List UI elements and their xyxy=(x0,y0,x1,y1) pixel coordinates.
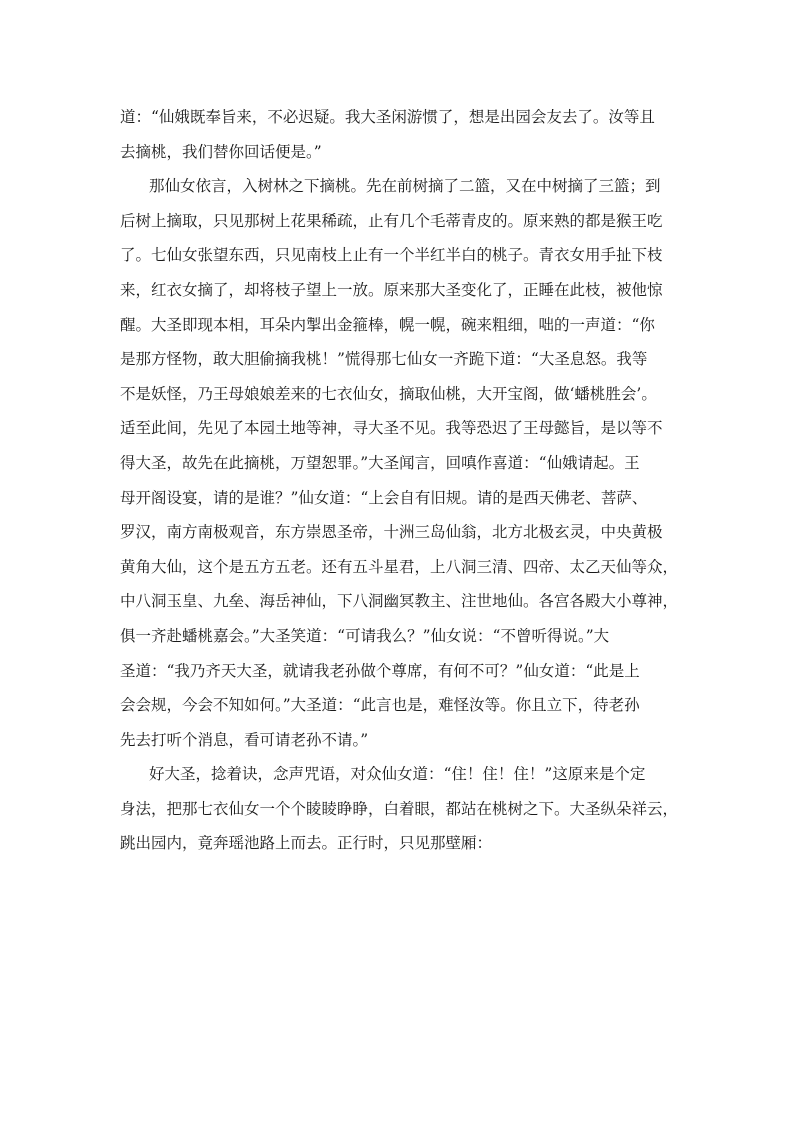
text-line: 去摘桃，我们替你回话便是。” xyxy=(120,142,322,161)
text-line: 那仙女依言，入树林之下摘桃。先在前树摘了二篮，又在中树摘了三篮；到 xyxy=(149,177,661,196)
text-line: 跳出园内，竟奔瑶池路上而去。正行时，只见那壁厢： xyxy=(120,834,493,853)
text-line: 道：“仙娥既奉旨来，不必迟疑。我大圣闲游惯了，想是出园会友去了。汝等且 xyxy=(120,108,655,126)
text-line: 好大圣，捻着诀，念声咒语，对众仙女道：“住！住！住！”这原来是个定 xyxy=(149,765,646,784)
text-line: 先去打听个消息，看可请老孙不请。” xyxy=(120,730,369,749)
text-line: 后树上摘取，只见那树上花果稀疏，止有几个毛蒂青皮的。原来熟的都是猴王吃 xyxy=(120,211,663,230)
text-line: 来，红衣女摘了，却将枝子望上一放。原来那大圣变化了，正睡在此枝，被他惊 xyxy=(120,280,663,299)
text-line: 是那方怪物，敢大胆偷摘我桃！”慌得那七仙女一齐跪下道：“大圣息怒。我等 xyxy=(120,350,648,369)
text-line: 醒。大圣即现本相，耳朵内掣出金箍棒，幌一幌，碗来粗细，咄的一声道：“你 xyxy=(120,315,655,334)
text-line: 母开阁设宴，请的是谁？”仙女道：“上会自有旧规。请的是西天佛老、菩萨、 xyxy=(120,488,648,507)
text-line: 中八洞玉皇、九垒、海岳神仙，下八洞幽冥教主、注世地仙。各宫各殿大小尊神， xyxy=(120,592,679,611)
text-line: 了。七仙女张望东西，只见南枝上止有一个半红半白的桃子。青衣女用手扯下枝 xyxy=(120,246,663,265)
text-line: 圣道：“我乃齐天大圣，就请我老孙做个尊席，有何不可？”仙女道：“此是上 xyxy=(120,661,640,680)
text-line: 得大圣，故先在此摘桃，万望恕罪。”大圣闻言，回嗔作喜道：“仙娥请起。王 xyxy=(120,453,640,472)
body-text xyxy=(120,104,690,865)
text-line: 适至此间，先见了本园土地等神，寻大圣不见。我等恐迟了王母懿旨，是以等不 xyxy=(120,419,663,438)
text-line: 黄角大仙，这个是五方五老。还有五斗星君，上八洞三清、四帝、太乙天仙等众， xyxy=(120,557,679,576)
text-line: 身法，把那七衣仙女一个个睖睖睁睁，白着眼，都站在桃树之下。大圣纵朵祥云， xyxy=(120,799,679,818)
text-line: 俱一齐赴蟠桃嘉会。”大圣笑道：“可请我么？”仙女说：“不曾听得说。”大 xyxy=(120,626,610,645)
text-line: 不是妖怪，乃王母娘娘差来的七衣仙女，摘取仙桃，大开宝阁，做‘蟠桃胜会’。 xyxy=(120,384,657,403)
text-line: 会会规，今会不知如何。”大圣道：“此言也是，难怪汝等。你且立下，待老孙 xyxy=(120,696,640,715)
text-line: 罗汉，南方南极观音，东方崇恩圣帝，十洲三岛仙翁，北方北极玄灵，中央黄极 xyxy=(120,523,663,542)
